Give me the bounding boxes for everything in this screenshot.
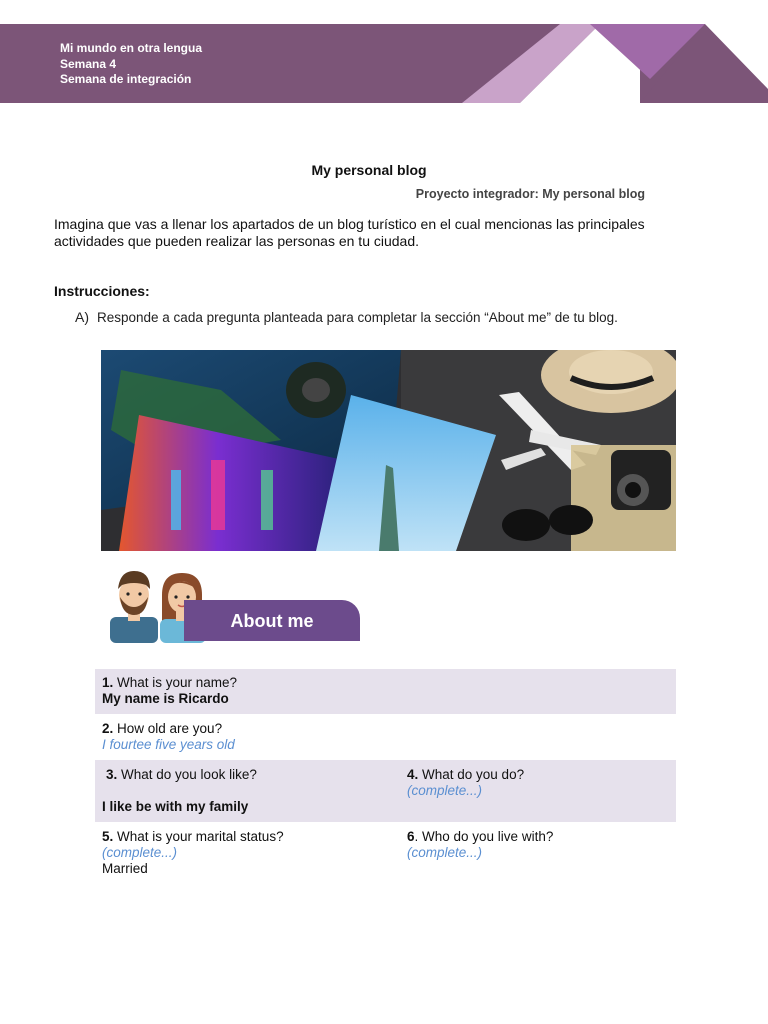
- question-1: 1. What is your name?: [102, 675, 238, 690]
- week-label: Semana 4: [60, 56, 117, 71]
- question-row-2: [95, 714, 676, 760]
- step-text: Responde a cada pregunta planteada para completar la sección “About me” de tu blog.: [97, 310, 618, 325]
- question-5: 5. What is your marital status?: [102, 829, 284, 844]
- answer-5-hint: (complete...): [102, 845, 178, 860]
- question-row-3-4: [95, 760, 676, 822]
- answer-6: (complete...): [407, 845, 483, 860]
- course-name: Mi mundo en otra lengua: [60, 41, 203, 55]
- page-subtitle: Proyecto integrador: My personal blog: [415, 187, 645, 201]
- answer-1: My name is Ricardo: [102, 691, 229, 706]
- answer-3: I like be with my family: [102, 799, 249, 814]
- answer-5: Married: [102, 861, 148, 876]
- instruction-step-a: [75, 309, 618, 325]
- intro-paragraph: Imagina que vas a llenar los apartados de un blog turístico en el cual mencionas las principales actividades que pueden realizar las personas en tu ciudad.: [54, 216, 645, 249]
- about-me-header: [104, 565, 444, 643]
- travel-collage-image: [101, 350, 676, 551]
- about-me-banner: [184, 600, 360, 641]
- header-banner: [0, 24, 768, 103]
- step-letter: A): [75, 309, 89, 325]
- question-6: 6. Who do you live with?: [407, 829, 554, 844]
- question-row-5-6: [95, 822, 676, 882]
- instructions-heading: Instrucciones:: [54, 283, 150, 299]
- question-2: 2. How old are you?: [102, 721, 223, 736]
- answer-2: I fourtee five years old: [102, 737, 235, 752]
- course-info: [60, 41, 202, 88]
- question-4: 4. What do you do?: [407, 767, 525, 782]
- week-title: Semana de integración: [60, 72, 192, 86]
- question-row-1: [95, 669, 676, 714]
- question-3: 3. What do you look like?: [106, 767, 257, 782]
- page-title: My personal blog: [311, 162, 427, 178]
- about-me-label: About me: [230, 611, 314, 631]
- answer-4: (complete...): [407, 783, 483, 798]
